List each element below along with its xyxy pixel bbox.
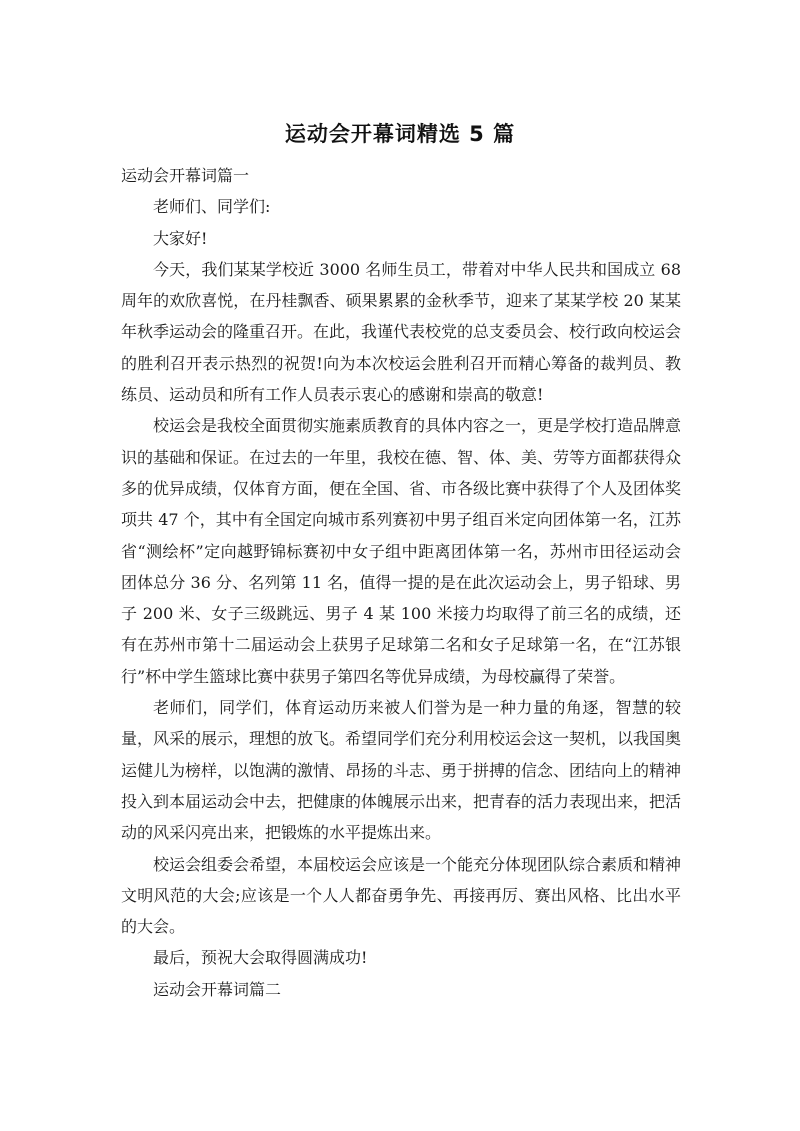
body-paragraph: 校运会组委会希望，本届校运会应该是一个能充分体现团队综合素质和精神文明风范的大会;应该是一个人人都奋勇争先、再接再厉、赛出风格、比出水平的大会。 bbox=[121, 854, 682, 937]
document-title: 运动会开幕词精选 5 篇 bbox=[284, 122, 516, 146]
body-paragraph: 老师们，同学们，体育运动历来被人们誉为是一种力量的角逐，智慧的较量，风采的展示，理想的放飞。希望同学们充分利用校运会这一契机，以我国奥运健儿为榜样，以饱满的激情、昂扬的斗志、勇于拼搏的信念、团结向上的精神投入到本届运动会中去，把健康的体魄展示出来，把青春的活力表现出来，把活动的风采闪亮出来，把锻炼的水平提炼出来。 bbox=[121, 698, 682, 843]
body-paragraph: 校运会是我校全面贯彻实施素质教育的具体内容之一，更是学校打造品牌意识的基础和保证。在过去的一年里，我校在德、智、体、美、劳等方面都获得众多的优异成绩，仅体育方面，便在全国、省、市各级比赛中获得了个人及团体奖项共 47 个，其中有全国定向城市系列赛初中男子组百米定向团体第一名，江苏省“测绘杯”定向越野锦标赛初中女子组中距离团体第一名，苏州市田径运动会团体总分 36 分、名列第 11 名，值得一提的是在此次运动会上，男子铅球、男子 200 米、女子三级跳远、男子 4 某 100 米接力均取得了前三名的成绩，还有在苏州市第十二届运动会上获男子足球第二名和女子足球第一名，在“江苏银行”杯中学生篮球比赛中获男子第四名等优异成绩，为母校赢得了荣誉。 bbox=[121, 416, 682, 686]
document-body bbox=[121, 160, 681, 1005]
section-heading-1: 运动会开幕词篇一 bbox=[121, 166, 250, 185]
closing-line: 最后，预祝大会取得圆满成功! bbox=[153, 948, 368, 968]
greeting: 大家好! bbox=[153, 228, 208, 248]
salutation: 老师们、同学们: bbox=[153, 197, 271, 217]
section-heading-2: 运动会开幕词篇二 bbox=[153, 979, 282, 999]
body-paragraph: 今天，我们某某学校近 3000 名师生员工，带着对中华人民共和国成立 68 周年的欢欣喜悦，在丹桂飘香、硕果累累的金秋季节，迎来了某某学校 20 某某年秋季运动会的隆重召开。在此，我谨代表校党的总支委员会、校行政向校运会的胜利召开表示热烈的祝贺!向为本次校运会胜利召开而精心筹备的裁判员、教练员、运动员和所有工作人员表示衷心的感谢和崇高的敬意! bbox=[121, 259, 682, 405]
